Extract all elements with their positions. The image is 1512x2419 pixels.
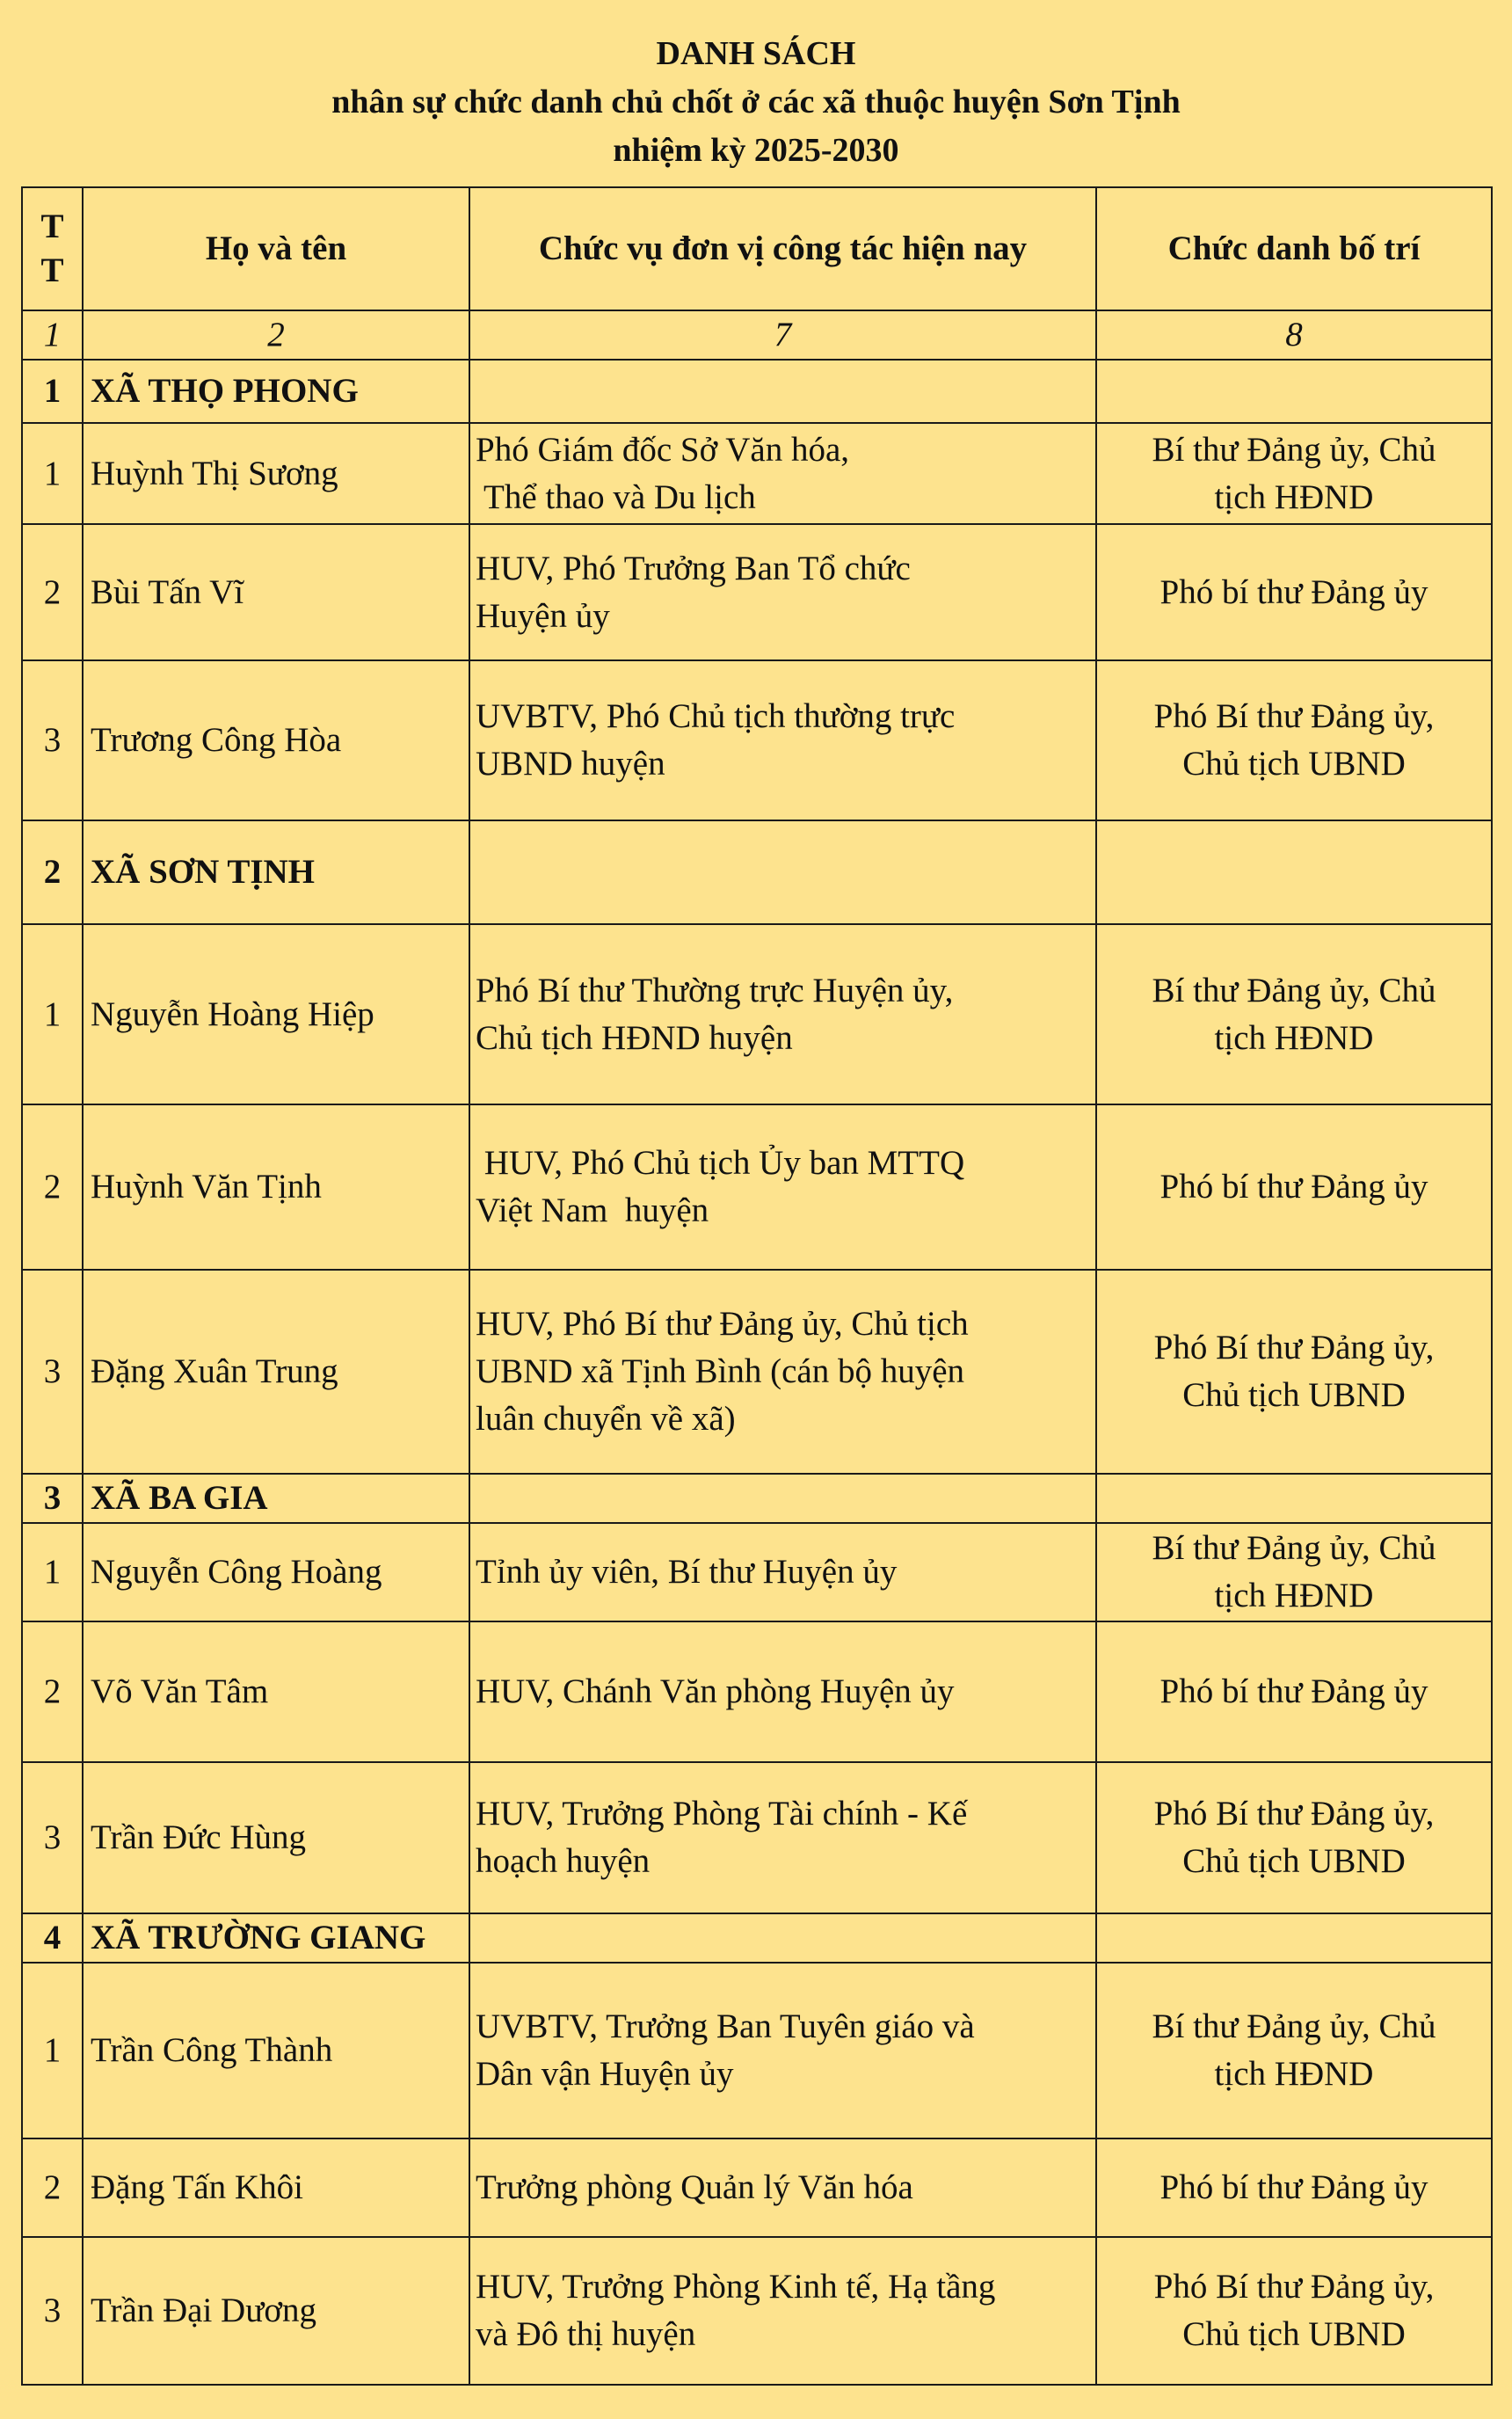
header-tt — [22, 187, 83, 310]
role-line: Phó bí thư Đảng ủy — [1159, 572, 1428, 611]
position-line: hoạch huyện — [476, 1842, 651, 1880]
person-name: Đặng Xuân Trung — [83, 1270, 469, 1474]
current-position — [469, 2237, 1096, 2385]
group-name: XÃ SƠN TỊNH — [83, 820, 469, 924]
person-name: Huỳnh Thị Sương — [83, 423, 469, 524]
role-line: Bí thư Đảng ủy, Chủ — [1152, 430, 1436, 469]
position-line: Phó Giám đốc Sở Văn hóa, — [476, 430, 850, 469]
position-line: Chủ tịch HĐND huyện — [476, 1018, 793, 1057]
position-line: UBND xã Tịnh Bình (cán bộ huyện — [476, 1352, 965, 1390]
group-name: XÃ TRƯỜNG GIANG — [83, 1913, 469, 1963]
position-line: Thể thao và Du lịch — [476, 477, 756, 516]
person-name: Đặng Tấn Khôi — [83, 2138, 469, 2237]
current-position — [469, 1523, 1096, 1621]
position-line: UVBTV, Trưởng Ban Tuyên giáo và — [476, 2007, 975, 2045]
position-line: Phó Bí thư Thường trực Huyện ủy, — [476, 971, 954, 1009]
row-number: 3 — [22, 1762, 83, 1913]
position-line: HUV, Trưởng Phòng Kinh tế, Hạ tầng — [476, 2268, 996, 2306]
personnel-table — [21, 186, 1493, 2386]
column-number: 1 — [22, 310, 83, 360]
current-position — [469, 423, 1096, 524]
assigned-role — [1096, 1270, 1492, 1474]
person-name: Võ Văn Tâm — [83, 1621, 469, 1762]
header-position: Chức vụ đơn vị công tác hiện nay — [469, 187, 1096, 310]
person-name: Bùi Tấn Vĩ — [83, 524, 469, 660]
row-number: 1 — [22, 1963, 83, 2138]
role-line: Chủ tịch UBND — [1182, 745, 1406, 783]
table-row — [22, 660, 1492, 820]
column-number-row — [22, 310, 1492, 360]
role-line: Phó bí thư Đảng ủy — [1159, 1672, 1428, 1710]
table-row — [22, 1523, 1492, 1621]
current-position — [469, 1963, 1096, 2138]
row-number: 2 — [22, 1104, 83, 1270]
group-number: 4 — [22, 1913, 83, 1963]
current-position — [469, 1762, 1096, 1913]
table-row — [22, 1762, 1492, 1913]
current-position — [469, 1621, 1096, 1762]
position-line: HUV, Phó Bí thư Đảng ủy, Chủ tịch — [476, 1305, 969, 1343]
role-line: tịch HĐND — [1214, 1577, 1374, 1614]
row-number: 1 — [22, 423, 83, 524]
role-line: Chủ tịch UBND — [1182, 2315, 1406, 2353]
person-name: Huỳnh Văn Tịnh — [83, 1104, 469, 1270]
group-name: XÃ THỌ PHONG — [83, 360, 469, 423]
group-empty-cell — [1096, 360, 1492, 423]
group-empty-cell — [469, 1474, 1096, 1523]
column-number: 7 — [469, 310, 1096, 360]
assigned-role — [1096, 524, 1492, 660]
role-line: Phó bí thư Đảng ủy — [1159, 1168, 1428, 1206]
position-line: HUV, Trưởng Phòng Tài chính - Kế — [476, 1795, 968, 1832]
position-line: HUV, Phó Chủ tịch Ủy ban MTTQ — [476, 1144, 965, 1182]
title-line-1: DANH SÁCH — [656, 35, 856, 72]
assigned-role — [1096, 2237, 1492, 2385]
group-name: XÃ BA GIA — [83, 1474, 469, 1523]
table-row — [22, 1963, 1492, 2138]
person-name: Trần Công Thành — [83, 1963, 469, 2138]
table-body — [22, 187, 1492, 2385]
position-line: luân chuyển về xã) — [476, 1400, 736, 1438]
group-row — [22, 360, 1492, 423]
group-empty-cell — [469, 1913, 1096, 1963]
role-line: tịch HĐND — [1214, 1018, 1374, 1057]
role-line: Phó Bí thư Đảng ủy, — [1153, 1795, 1435, 1832]
role-line: Chủ tịch UBND — [1182, 1376, 1406, 1414]
row-number: 2 — [22, 1621, 83, 1762]
group-number: 1 — [22, 360, 83, 423]
role-line: tịch HĐND — [1214, 477, 1374, 516]
current-position — [469, 924, 1096, 1104]
row-number: 2 — [22, 2138, 83, 2237]
group-empty-cell — [1096, 820, 1492, 924]
group-row — [22, 1474, 1492, 1523]
role-line: Bí thư Đảng ủy, Chủ — [1152, 1529, 1436, 1567]
group-row — [22, 820, 1492, 924]
assigned-role — [1096, 1963, 1492, 2138]
group-empty-cell — [1096, 1913, 1492, 1963]
document-title — [0, 30, 1512, 175]
assigned-role — [1096, 2138, 1492, 2237]
position-line: Tỉnh ủy viên, Bí thư Huyện ủy — [476, 1553, 898, 1591]
group-number: 3 — [22, 1474, 83, 1523]
position-line: Dân vận Huyện ủy — [476, 2055, 734, 2093]
person-name: Nguyễn Công Hoàng — [83, 1523, 469, 1621]
row-number: 3 — [22, 660, 83, 820]
position-line: Huyện ủy — [476, 596, 610, 635]
position-line: HUV, Chánh Văn phòng Huyện ủy — [476, 1672, 955, 1710]
table-row — [22, 924, 1492, 1104]
role-line: Phó Bí thư Đảng ủy, — [1153, 2268, 1435, 2306]
group-empty-cell — [1096, 1474, 1492, 1523]
position-line: HUV, Phó Trưởng Ban Tổ chức — [476, 549, 911, 587]
table-header-row — [22, 187, 1492, 310]
column-number: 2 — [83, 310, 469, 360]
role-line: Phó Bí thư Đảng ủy, — [1153, 697, 1435, 735]
assigned-role — [1096, 1621, 1492, 1762]
role-line: Chủ tịch UBND — [1182, 1842, 1406, 1880]
assigned-role — [1096, 423, 1492, 524]
role-line: tịch HĐND — [1214, 2055, 1374, 2093]
current-position — [469, 524, 1096, 660]
role-line: Phó bí thư Đảng ủy — [1159, 2168, 1428, 2206]
current-position — [469, 660, 1096, 820]
assigned-role — [1096, 924, 1492, 1104]
row-number: 3 — [22, 2237, 83, 2385]
column-number: 8 — [1096, 310, 1492, 360]
group-empty-cell — [469, 820, 1096, 924]
header-role: Chức danh bố trí — [1096, 187, 1492, 310]
role-line: Phó Bí thư Đảng ủy, — [1153, 1329, 1435, 1366]
current-position — [469, 1104, 1096, 1270]
person-name: Trương Công Hòa — [83, 660, 469, 820]
row-number: 2 — [22, 524, 83, 660]
table-row — [22, 1270, 1492, 1474]
table-row — [22, 2138, 1492, 2237]
header-name: Họ và tên — [83, 187, 469, 310]
header-tt-top: T — [40, 208, 64, 245]
group-row — [22, 1913, 1492, 1963]
current-position — [469, 2138, 1096, 2237]
position-line: UVBTV, Phó Chủ tịch thường trực — [476, 697, 956, 735]
position-line: UBND huyện — [476, 745, 665, 783]
header-tt-bottom: T — [40, 251, 64, 289]
title-line-3: nhiệm kỳ 2025-2030 — [613, 132, 899, 169]
assigned-role — [1096, 1104, 1492, 1270]
group-number: 2 — [22, 820, 83, 924]
person-name: Nguyễn Hoàng Hiệp — [83, 924, 469, 1104]
title-line-2: nhân sự chức danh chủ chốt ở các xã thuộc huyện Sơn Tịnh — [331, 84, 1181, 120]
row-number: 1 — [22, 1523, 83, 1621]
assigned-role — [1096, 1523, 1492, 1621]
assigned-role — [1096, 1762, 1492, 1913]
role-line: Bí thư Đảng ủy, Chủ — [1152, 2007, 1436, 2045]
table-row — [22, 1104, 1492, 1270]
position-line: và Đô thị huyện — [476, 2315, 696, 2353]
assigned-role — [1096, 660, 1492, 820]
table-row — [22, 1621, 1492, 1762]
role-line: Bí thư Đảng ủy, Chủ — [1152, 971, 1436, 1009]
group-empty-cell — [469, 360, 1096, 423]
table-row — [22, 423, 1492, 524]
table-row — [22, 524, 1492, 660]
position-line: Việt Nam huyện — [476, 1191, 709, 1229]
person-name: Trần Đại Dương — [83, 2237, 469, 2385]
table-row — [22, 2237, 1492, 2385]
row-number: 1 — [22, 924, 83, 1104]
position-line: Trưởng phòng Quản lý Văn hóa — [476, 2168, 913, 2206]
person-name: Trần Đức Hùng — [83, 1762, 469, 1913]
current-position — [469, 1270, 1096, 1474]
row-number: 3 — [22, 1270, 83, 1474]
